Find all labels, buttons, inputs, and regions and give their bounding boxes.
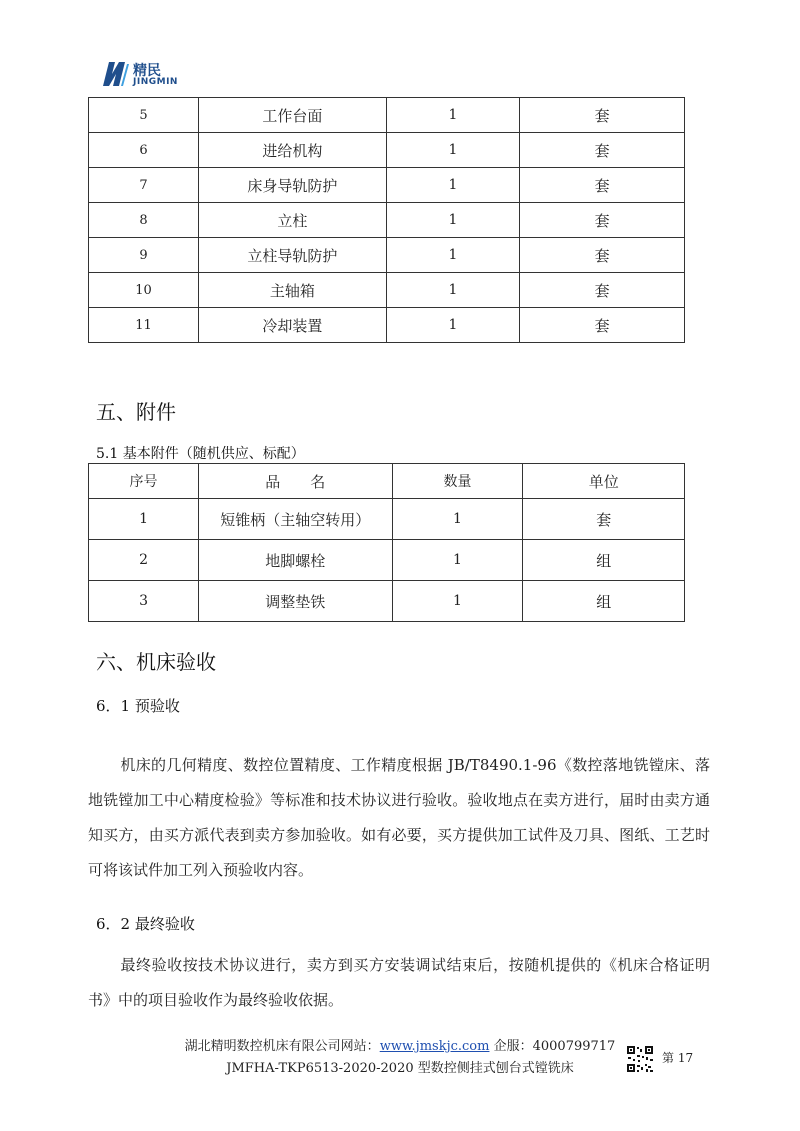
cell-unit: 套 [520,238,685,273]
section-6-1-title: 6．1 预验收 [96,697,180,715]
qr-code-icon [626,1045,654,1073]
accessories-table [88,463,685,622]
logo-chinese-text: 精民 [133,63,161,79]
cell-unit: 套 [520,203,685,238]
cell-no: 9 [89,238,199,273]
cell-no: 3 [89,581,199,622]
cell-name: 床身导轨防护 [199,168,386,203]
section-6-2-text: 最终验收按技术协议进行，卖方到买方安装调试结束后，按随机提供的《机床合格证明书》中的项目验收作为最终验收依据。 [88,956,710,1009]
cell-qty: 1 [386,133,520,168]
cell-unit: 套 [520,308,685,343]
table-row [89,499,685,540]
table-header-row [89,464,685,499]
cell-name: 进给机构 [199,133,386,168]
cell-qty: 1 [392,499,523,540]
section-5-1-title: 5.1 基本附件（随机供应、标配） [96,446,305,462]
cell-no: 8 [89,203,199,238]
footer-contact-label: 企服： [493,1039,533,1054]
cell-unit: 套 [520,168,685,203]
table-row [89,273,685,308]
component-table [88,97,685,343]
cell-name: 地脚螺栓 [199,540,393,581]
cell-qty: 1 [392,540,523,581]
table-row [89,98,685,133]
cell-unit: 组 [523,540,685,581]
logo-english-text: JINGMIN [133,77,178,87]
cell-name: 短锥柄（主轴空转用） [199,499,393,540]
table-row [89,581,685,622]
logo-mark-icon [103,62,129,86]
cell-unit: 套 [520,273,685,308]
table-row [89,540,685,581]
cell-qty: 1 [386,238,520,273]
table-row [89,308,685,343]
section-6-1-text: 机床的几何精度、数控位置精度、工作精度根据 JB/T8490.1-96《数控落地铣镗床、落地铣镗加工中心精度检验》等标准和技术协议进行验收。验收地点在卖方进行，届时由卖方通知买方，由买方派代表到卖方参加验收。如有必要，买方提供加工试件及刀具、图纸、工艺时可将该试件加工列入预验收内容。 [88,756,710,879]
cell-name: 立柱导轨防护 [199,238,386,273]
section-6-title: 六、机床验收 [96,650,216,674]
cell-no: 10 [89,273,199,308]
header-no: 序号 [89,464,199,499]
cell-name: 立柱 [199,203,386,238]
cell-unit: 套 [520,133,685,168]
cell-unit: 套 [520,98,685,133]
cell-qty: 1 [386,98,520,133]
footer-doc-title: JMFHA-TKP6513-2020-2020 型数控侧挂式刨台式镗铣床 [226,1061,574,1076]
header-qty: 数量 [392,464,523,499]
cell-no: 1 [89,499,199,540]
table-row [89,168,685,203]
section-6-2-title: 6．2 最终验收 [96,915,195,933]
cell-name: 工作台面 [199,98,386,133]
table-row [89,133,685,168]
footer-company: 湖北精明数控机床有限公司网站： [184,1039,380,1054]
cell-name: 冷却装置 [199,308,386,343]
cell-no: 6 [89,133,199,168]
cell-no: 2 [89,540,199,581]
cell-qty: 1 [392,581,523,622]
cell-qty: 1 [386,168,520,203]
header-name: 品 名 [199,464,393,499]
cell-qty: 1 [386,273,520,308]
footer-contact-number: 4000799717 [532,1039,616,1054]
cell-unit: 套 [523,499,685,540]
table-row [89,203,685,238]
cell-no: 7 [89,168,199,203]
section-6-2-paragraph [88,948,710,1018]
cell-no: 5 [89,98,199,133]
header-unit: 单位 [523,464,685,499]
company-logo [103,58,193,92]
table-row [89,238,685,273]
cell-name: 主轴箱 [199,273,386,308]
section-5-title: 五、附件 [96,400,176,424]
cell-qty: 1 [386,203,520,238]
cell-qty: 1 [386,308,520,343]
section-6-1-paragraph [88,748,710,888]
cell-unit: 组 [523,581,685,622]
footer-website-link[interactable]: www.jmskjc.com [379,1039,490,1054]
page-number: 第 17 [662,1051,694,1065]
cell-name: 调整垫铁 [199,581,393,622]
cell-no: 11 [89,308,199,343]
